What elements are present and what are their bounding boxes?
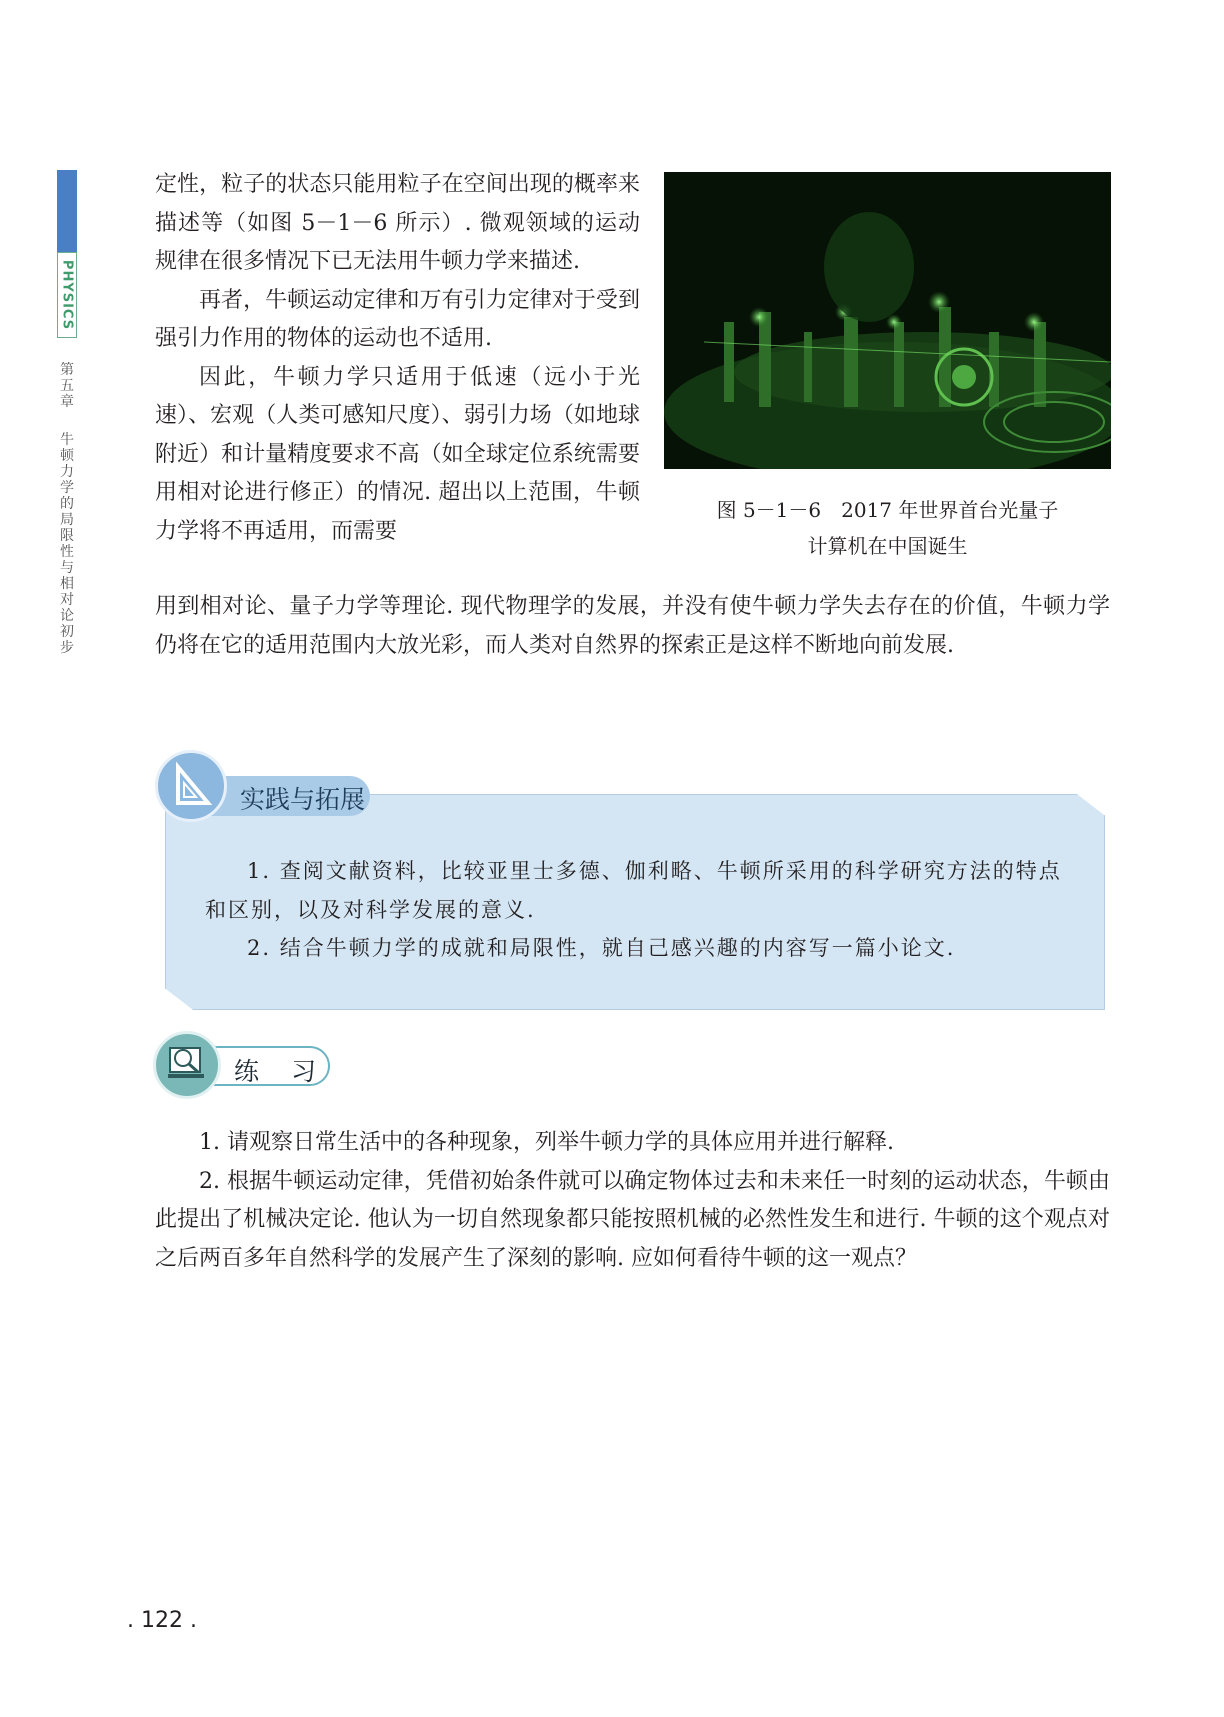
chapter-title: 牛顿力学的局限性与相对论初步 — [60, 432, 74, 656]
exercise-title: 练 习 — [234, 1057, 328, 1086]
paragraph-1: 定性，粒子的状态只能用粒子在空间出现的概率来描述等（如图 5－1－6 所示）. 微观领域的运动规律在很多情况下已无法用牛顿力学来描述. — [155, 172, 640, 274]
figure-caption — [664, 492, 1111, 564]
text-column — [155, 166, 640, 551]
chapter-label: 第五章 — [60, 362, 74, 410]
photo-illustration — [664, 172, 1111, 469]
physics-label: PHYSICS — [59, 259, 75, 331]
practice-item-1: 1. 查阅文献资料，比较亚里士多德、伽利略、牛顿所采用的科学研究方法的特点和区别，以及对科学发展的意义. — [205, 859, 1062, 922]
physics-label-box — [57, 252, 77, 338]
practice-title: 实践与拓展 — [240, 785, 366, 814]
paragraph-2: 再者，牛顿运动定律和万有引力定律对于受到强引力作用的物体的运动也不适用. — [155, 287, 640, 351]
exercise-item-1: 1. 请观察日常生活中的各种现象，列举牛顿力学的具体应用并进行解释. — [199, 1130, 894, 1155]
magnifier-question-icon — [153, 1031, 221, 1099]
quantum-computer-photo — [664, 172, 1111, 469]
paragraph-3-continued: 用到相对论、量子力学等理论. 现代物理学的发展，并没有使牛顿力学失去存在的价值，牛顿力学仍将在它的适用范围内大放光彩，而人类对自然界的探索正是这样不断地向前发展. — [155, 594, 1110, 658]
practice-item-2: 2. 结合牛顿力学的成就和局限性，就自己感兴趣的内容写一篇小论文. — [247, 936, 956, 960]
caption-line-1: 图 5－1－6 2017 年世界首台光量子 — [716, 498, 1059, 522]
caption-line-2: 计算机在中国诞生 — [807, 534, 968, 558]
paragraph-3: 因此，牛顿力学只适用于低速（远小于光速）、宏观（人类可感知尺度）、弱引力场（如地球附近）和计量精度要求不高（如全球定位系统需要用相对论进行修正）的情况. 超出以上范围，牛顿力学将不再适用，而需要 — [155, 364, 640, 544]
sidebar-color-bar — [57, 170, 77, 252]
ruler-triangle-icon — [155, 750, 227, 822]
page-number: . 122 . — [127, 1608, 197, 1633]
exercise-content — [155, 1124, 1110, 1278]
exercise-item-2: 2. 根据牛顿运动定律，凭借初始条件就可以确定物体过去和未来任一时刻的运动状态，牛顿由此提出了机械决定论. 他认为一切自然现象都只能按照机械的必然性发生和进行. 牛顿的这个观点对之后两百多年自然科学的发展产生了深刻的影响. 应如何看待牛顿的这一观点？ — [155, 1168, 1110, 1271]
practice-content — [205, 852, 1063, 968]
